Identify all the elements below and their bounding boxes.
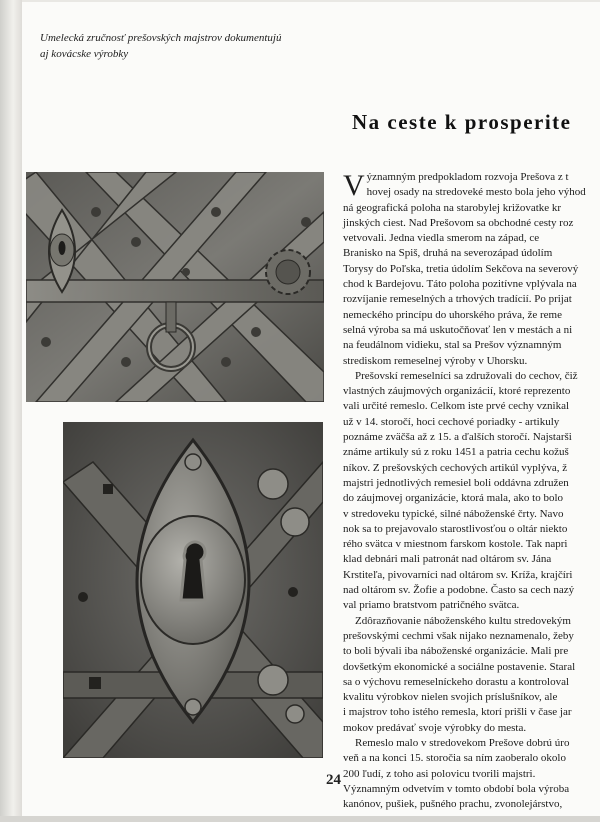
iron-door-fittings-photo — [26, 172, 324, 402]
paragraph — [343, 170, 600, 369]
text-line: už v 14. storočí, hoci cechové poriadky - artikuly — [343, 415, 560, 428]
text-line: kanónov, pušiek, pušného prachu, zvonolejárstvo, — [343, 798, 563, 811]
text-line: vetvovali. Jedna viedla smerom na západ, ce — [343, 232, 540, 245]
drop-cap: V — [343, 169, 365, 202]
text-line: Krstiteľa, pivovarníci nad oltárom sv. Kríža, krajčíri — [343, 568, 573, 581]
text-line: mokov predávať svoje výrobky do mesta. — [343, 721, 527, 734]
text-line: ýznamným predpokladom rozvoja Prešova z t — [366, 171, 569, 183]
text-line: rozvíjanie remeselných a trhových tradícií. Po prijat — [343, 293, 572, 306]
text-line: veň a na konci 15. storočia sa ním zaoberalo okolo — [343, 752, 566, 765]
page-number: 24 — [326, 772, 341, 788]
text-line: níkov. Z prešovských cechových artikúl vyplýva, ž — [343, 461, 568, 474]
caption-line: aj kovácske výrobky — [40, 48, 129, 60]
text-line: i majstrov toho istého remesla, ktorí prišli v čase jar — [343, 706, 572, 719]
page-bottom-edge — [0, 816, 600, 822]
text-line: sa o výchovu remeselníckeho dorastu a kontroloval — [343, 675, 570, 688]
text-line: známe artikuly sú z roku 1451 a patria cechu kožuš — [343, 446, 569, 459]
chapter-title: Na ceste k prosperite — [352, 110, 572, 134]
text-line: rého svätca v miestnom farskom kostole. Tak napri — [343, 538, 568, 551]
text-line: strediskom remeselnej výroby v Uhorsku. — [343, 354, 528, 367]
text-line: Prešovskí remeselníci sa združovali do cechov, čiž — [355, 369, 578, 382]
text-line: klad debnári mali patronát nad oltárom sv. Jána — [343, 553, 552, 566]
text-line: nemeckého princípu do uhorského práva, že reme — [343, 308, 562, 321]
caption-line: Umelecká zručnosť prešovských majstrov dokumentujú — [40, 32, 282, 44]
text-line: poznáme zväčša až z 15. a ďalších storočí. Najstarši — [343, 431, 572, 444]
text-line: Remeslo malo v stredovekom Prešove dobrú úro — [355, 736, 570, 749]
iron-keyhole-escutcheon-photo — [63, 422, 323, 758]
text-line: to boli bývali iba náboženské organizácie. Mali pre — [343, 645, 569, 658]
text-line: dovšetkým ekonomické a sociálne postavenie. Staral — [343, 660, 576, 673]
text-line: Branisko na Spiš, druhá na severozápad údolím — [343, 247, 553, 260]
text-line: vali určité remeslo. Celkom iste prvé cechy vznikal — [343, 400, 570, 413]
text-line: Významným odvetvím v tomto období bola výroba — [343, 782, 570, 795]
text-line: ná geografická poloha na starobylej križovatke kr — [343, 201, 562, 214]
text-line: chod k Bardejovu. Táto poloha pozitívne vplývala na — [343, 278, 577, 291]
text-line: na feudálnom vidieku, stal sa Prešov významným — [343, 339, 562, 352]
paragraph — [343, 736, 600, 812]
paragraph — [343, 369, 600, 614]
text-line: val priamo bratstvom patričného svätca. — [343, 599, 520, 612]
text-line: Zdôrazňovanie náboženského kultu stredovekým — [355, 614, 571, 627]
text-line: v stredoveku typické, silné náboženské črty. Navo — [343, 507, 564, 520]
paragraph — [343, 614, 600, 736]
text-line: majstri jednotlivých remesiel boli oddávna združen — [343, 476, 569, 489]
photo-caption — [40, 30, 320, 62]
article-body — [343, 170, 600, 812]
text-line: selná výroba sa má uskutočňovať len v mestách a ni — [343, 323, 573, 336]
text-line: prešovskými cechmi však nijako neznamenalo, žeby — [343, 629, 574, 642]
text-line: kvalitu výrobkov nielen svojich príslušníkov, ale — [343, 691, 558, 704]
text-line: do záujmovej organizácie, ktorá mala, ako to bolo — [343, 492, 564, 505]
text-line: nad oltárom sv. Žofie a podobne. Často sa cech nazý — [343, 584, 575, 597]
text-line: 200 ľudí, z toho asi polovicu tvorili majstri. — [343, 767, 536, 780]
text-line: vlastných záujmových organizácií, ktoré reprezento — [343, 385, 571, 398]
text-line: nok sa to prejavovalo starostlivosťou o oltár niekto — [343, 522, 568, 535]
text-line: Torysy do Poľska, tretia údolím Sekčova na severový — [343, 262, 579, 275]
text-line: hovej osady na stredoveké mesto bola jeho výhod — [366, 186, 586, 199]
page-gutter-shadow — [0, 0, 22, 822]
text-line: jinských ciest. Nad Prešovom sa obchodné cesty roz — [343, 216, 574, 229]
